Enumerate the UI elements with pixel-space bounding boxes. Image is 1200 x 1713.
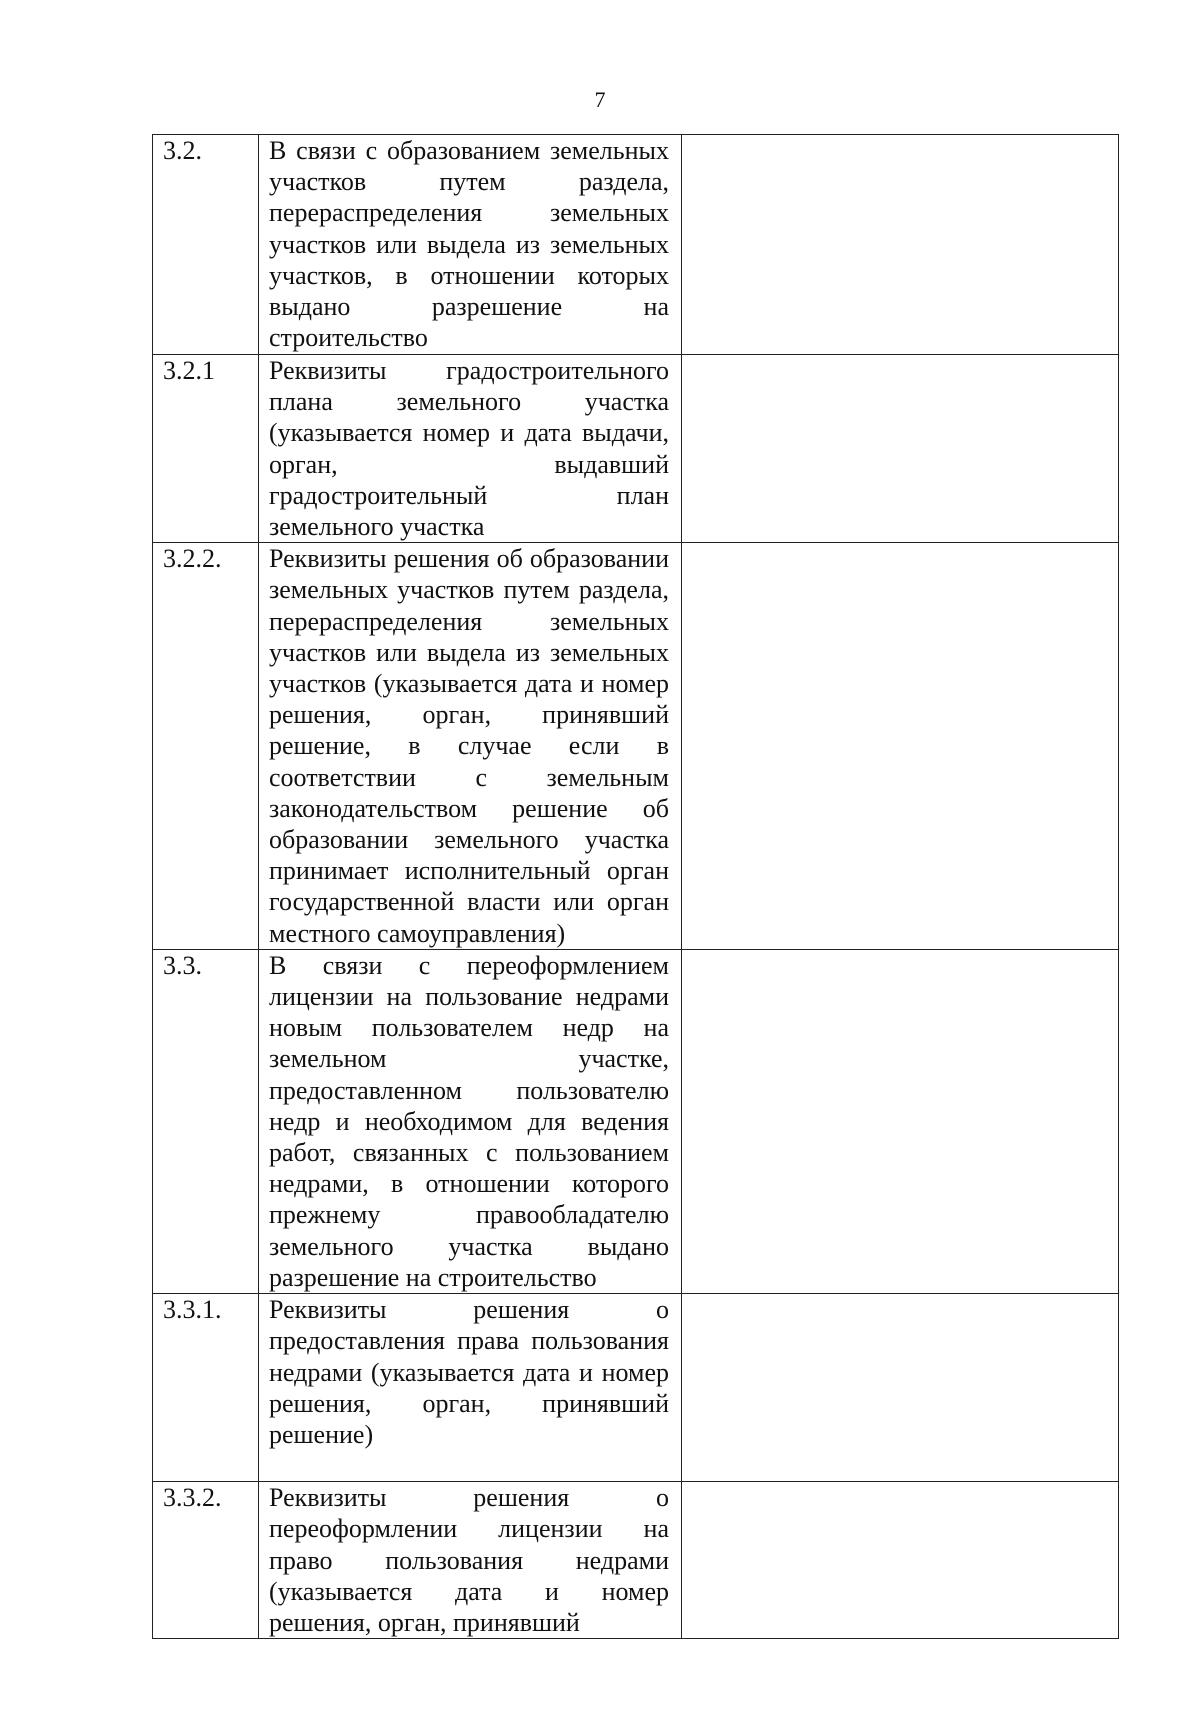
row-number: 3.2.2. — [153, 543, 259, 950]
row-value-cell[interactable] — [682, 355, 1119, 543]
row-value-cell[interactable] — [682, 135, 1119, 355]
row-number: 3.3. — [153, 949, 259, 1293]
table-row — [153, 543, 1119, 950]
page-number: 7 — [594, 87, 606, 112]
table-row — [153, 135, 1119, 355]
row-description: В связи с образованием земельных участков путем раздела, перераспределения земельных участков или выдела из земельных участков, в отношении которых выдано разрешение на строительство — [259, 135, 682, 355]
row-number: 3.3.1. — [153, 1294, 259, 1482]
row-description: Реквизиты решения о предоставления права пользования недрами (указывается дата и номер решения, орган, принявший решение) — [259, 1294, 682, 1482]
table-row — [153, 949, 1119, 1293]
row-value-cell[interactable] — [682, 1482, 1119, 1639]
row-description: Реквизиты решения об образовании земельных участков путем раздела, перераспределения земельных участков или выдела из земельных участков (указывается дата и номер решения, орган, принявший решение, в случае если в соответствии с земельным законодательством решение об образовании земельного участка принимает исполнительный орган государственной власти или орган местного самоуправления) — [259, 543, 682, 950]
requisites-table — [152, 134, 1119, 1639]
table-row — [153, 1294, 1119, 1482]
table-row — [153, 1482, 1119, 1639]
row-number: 3.2. — [153, 135, 259, 355]
row-description: В связи с переоформлением лицензии на пользование недрами новым пользователем недр на земельном участке, предоставленном пользователю недр и необходимом для ведения работ, связанных с пользованием недрами, в отношении которого прежнему правообладателю земельного участка выдано разрешение на строительство — [259, 949, 682, 1293]
row-description: Реквизиты решения о переоформлении лицензии на право пользования недрами (указывается дата и номер решения, орган, принявший — [259, 1482, 682, 1639]
row-number: 3.3.2. — [153, 1482, 259, 1639]
row-number: 3.2.1 — [153, 355, 259, 543]
table-row — [153, 355, 1119, 543]
row-value-cell[interactable] — [682, 949, 1119, 1293]
row-value-cell[interactable] — [682, 543, 1119, 950]
row-value-cell[interactable] — [682, 1294, 1119, 1482]
row-description: Реквизиты градостроительного плана земельного участка (указывается номер и дата выдачи, орган, выдавший градостроительный план земельного участка — [259, 355, 682, 543]
